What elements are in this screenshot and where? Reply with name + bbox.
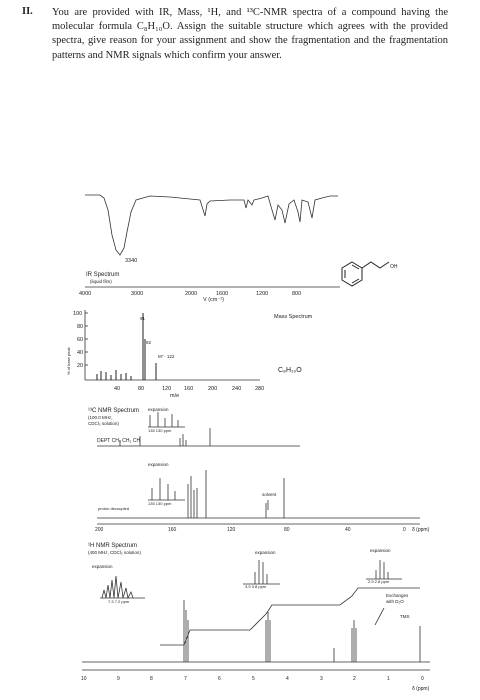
h1-axis-unit: δ (ppm) xyxy=(412,686,430,692)
question-number: II. xyxy=(22,6,33,17)
h1-axis-tick: 8 xyxy=(150,676,153,682)
h1-d2o-arrow xyxy=(375,608,384,625)
ir-trace xyxy=(85,195,338,255)
h1-inset-right-ticks: 2.9 2.8 ppm xyxy=(368,579,390,584)
c13-nmr-spectrum xyxy=(97,412,420,524)
ms-x-tick: 160 xyxy=(184,386,194,392)
h1-tms: TMS xyxy=(400,614,410,619)
ms-peaks xyxy=(97,313,156,380)
ir-x-tick: 800 xyxy=(292,291,302,297)
question-text: You are provided with IR, Mass, ¹H, and ¹³C-NMR spectra of a compound having the molecular formula C₈H₁₀O. Assign the suitable structure which agrees with the provided spectra, give reason for your assignment and show the fragmentation and the fragmentation patterns and NMR signals which confirm your answer. xyxy=(52,7,448,61)
ms-mplus-label: M⁺· 122 xyxy=(158,354,175,359)
h1-title: ¹H NMR Spectrum xyxy=(88,543,138,549)
ms-y-tick: 100 xyxy=(73,311,83,317)
c13-inset-ticks-mid: 135 130 ppm xyxy=(148,501,172,506)
molecule-structure xyxy=(342,262,389,286)
h1-nmr-spectrum xyxy=(82,560,430,670)
c13-freq: (100.0 MHz, xyxy=(88,415,113,420)
h1-axis-tick: 2 xyxy=(353,676,356,682)
ms-y-tick: 20 xyxy=(77,363,84,369)
c13-axis-tick: 80 xyxy=(284,527,290,533)
ms-x-label: m/e xyxy=(170,393,180,399)
c13-expansion-mid: expansion xyxy=(148,462,169,467)
c13-axis-tick: 40 xyxy=(345,527,351,533)
h1-axis-tick: 1 xyxy=(387,676,390,682)
h1-with-d2o: with D₂O xyxy=(386,599,404,604)
c13-solvent: CDCl₃ solution) xyxy=(88,421,119,426)
h1-inset-left-ticks: 7.3 7.2 ppm xyxy=(108,599,130,604)
c13-axis-tick: 160 xyxy=(168,527,177,533)
c13-proton-decoupled: proton decoupled xyxy=(98,506,129,511)
h1-expansion-mid: expansion xyxy=(255,550,276,555)
ir-peak-label: 3340 xyxy=(125,258,138,264)
c13-title: ¹³C NMR Spectrum xyxy=(88,408,140,414)
ms-peak-92-label: 92 xyxy=(146,340,152,345)
mass-spectrum xyxy=(85,310,260,380)
h1-integral xyxy=(160,588,420,645)
h1-exchanges: Exchanges xyxy=(386,593,409,598)
h1-subtitle: (400 MHz, CDCl₃ solution) xyxy=(88,550,141,555)
ir-subtitle: (liquid film) xyxy=(90,279,112,284)
h1-axis-tick: 3 xyxy=(320,676,323,682)
ms-y-tick: 60 xyxy=(77,337,84,343)
h1-inset-mid-ticks: 3.9 3.8 ppm xyxy=(245,584,267,589)
h1-axis-tick: 6 xyxy=(218,676,221,682)
ir-title: IR Spectrum xyxy=(86,272,120,278)
ms-x-tick: 40 xyxy=(114,386,121,392)
ir-x-tick: 4000 xyxy=(79,291,92,297)
h1-axis-tick: 7 xyxy=(184,676,187,682)
ir-x-tick: 3000 xyxy=(131,291,144,297)
ir-x-label: V (cm⁻¹) xyxy=(203,297,224,303)
h1-axis-tick: 0 xyxy=(421,676,424,682)
c13-axis-tick: 0 xyxy=(403,527,406,533)
c13-axis-tick: 200 xyxy=(95,527,104,533)
c13-solvent-label: solvent xyxy=(262,492,277,497)
h1-axis-tick: 4 xyxy=(286,676,289,682)
ms-title: Mass Spectrum xyxy=(274,314,313,320)
h1-aromatic-multiplet xyxy=(102,576,133,598)
h1-axis-tick: 9 xyxy=(117,676,120,682)
h1-axis-tick: 10 xyxy=(81,676,87,682)
h1-expansion-left: expansion xyxy=(92,564,113,569)
h1-axis-tick: 5 xyxy=(252,676,255,682)
ms-x-tick: 280 xyxy=(255,386,265,392)
ms-y-tick: 40 xyxy=(77,350,84,356)
ir-x-tick: 1600 xyxy=(216,291,229,297)
ir-x-tick: 2000 xyxy=(185,291,198,297)
ms-y-tick: 80 xyxy=(77,324,84,330)
oh-label: OH xyxy=(390,264,398,270)
c13-dept-label: DEPT CH₃ CH₂ CH xyxy=(97,438,141,444)
c13-inset-ticks: 135 130 ppm xyxy=(148,428,172,433)
ms-x-tick: 240 xyxy=(232,386,242,392)
ms-peak-91-label: 91 xyxy=(140,316,146,321)
h1-expansion-right: expansion xyxy=(370,548,391,553)
c13-expansion-top: expansion xyxy=(148,407,169,412)
c13-axis-unit: δ (ppm) xyxy=(412,527,430,533)
ms-x-tick: 80 xyxy=(138,386,145,392)
ms-x-tick: 200 xyxy=(208,386,218,392)
ms-y-label: % of base peak xyxy=(66,347,71,375)
ms-x-tick: 120 xyxy=(162,386,172,392)
ir-x-tick: 1200 xyxy=(256,291,269,297)
ms-formula: C₈H₁₀O xyxy=(278,367,302,374)
c13-axis-tick: 120 xyxy=(227,527,236,533)
side-chain xyxy=(362,262,389,268)
ir-spectrum xyxy=(85,195,340,287)
